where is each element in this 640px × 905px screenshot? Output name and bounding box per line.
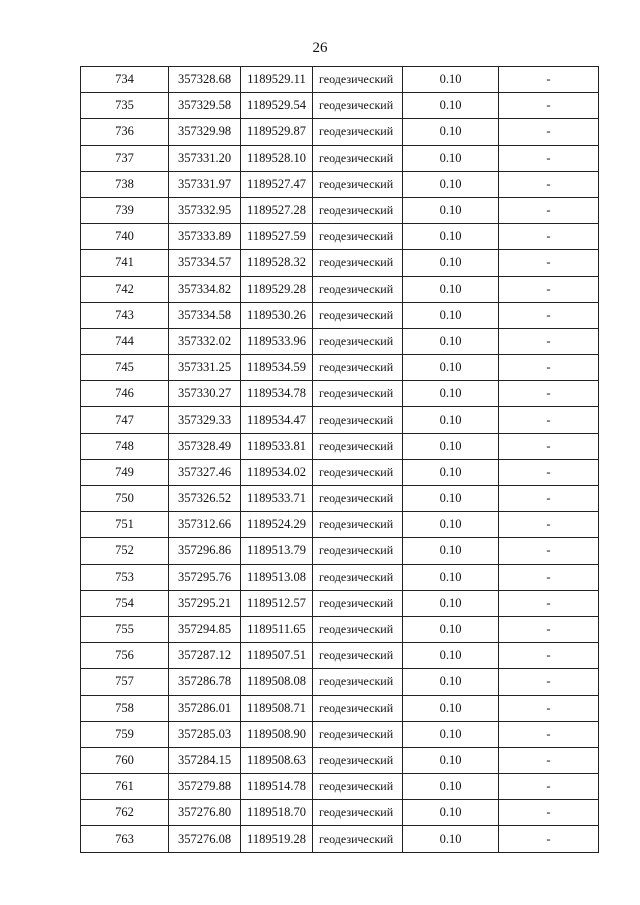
point-number-cell: 741: [81, 250, 169, 276]
point-number-cell: 739: [81, 197, 169, 223]
y-coordinate-cell: 1189508.71: [241, 695, 313, 721]
accuracy-cell: 0.10: [403, 826, 499, 852]
table-row: [81, 407, 599, 433]
method-cell: геодезический: [313, 407, 403, 433]
table-row: [81, 67, 599, 93]
method-cell: геодезический: [313, 643, 403, 669]
table-row: [81, 616, 599, 642]
x-coordinate-cell: 357328.68: [169, 67, 241, 93]
table-row: [81, 800, 599, 826]
x-coordinate-cell: 357284.15: [169, 747, 241, 773]
point-number-cell: 743: [81, 302, 169, 328]
y-coordinate-cell: 1189524.29: [241, 512, 313, 538]
table-row: [81, 695, 599, 721]
accuracy-cell: 0.10: [403, 538, 499, 564]
method-cell: геодезический: [313, 302, 403, 328]
table-row: [81, 328, 599, 354]
table-row: [81, 119, 599, 145]
accuracy-cell: 0.10: [403, 564, 499, 590]
point-number-cell: 751: [81, 512, 169, 538]
x-coordinate-cell: 357286.01: [169, 695, 241, 721]
y-coordinate-cell: 1189512.57: [241, 590, 313, 616]
accuracy-cell: 0.10: [403, 67, 499, 93]
accuracy-cell: 0.10: [403, 643, 499, 669]
x-coordinate-cell: 357328.49: [169, 433, 241, 459]
x-coordinate-cell: 357327.46: [169, 459, 241, 485]
table-row: [81, 250, 599, 276]
method-cell: геодезический: [313, 774, 403, 800]
y-coordinate-cell: 1189508.90: [241, 721, 313, 747]
x-coordinate-cell: 357331.20: [169, 145, 241, 171]
accuracy-cell: 0.10: [403, 800, 499, 826]
method-cell: геодезический: [313, 826, 403, 852]
note-cell: -: [499, 564, 599, 590]
note-cell: -: [499, 747, 599, 773]
accuracy-cell: 0.10: [403, 328, 499, 354]
y-coordinate-cell: 1189527.28: [241, 197, 313, 223]
point-number-cell: 759: [81, 721, 169, 747]
point-number-cell: 734: [81, 67, 169, 93]
y-coordinate-cell: 1189529.87: [241, 119, 313, 145]
method-cell: геодезический: [313, 800, 403, 826]
x-coordinate-cell: 357286.78: [169, 669, 241, 695]
method-cell: геодезический: [313, 250, 403, 276]
accuracy-cell: 0.10: [403, 197, 499, 223]
method-cell: геодезический: [313, 145, 403, 171]
table-row: [81, 564, 599, 590]
y-coordinate-cell: 1189527.59: [241, 224, 313, 250]
x-coordinate-cell: 357330.27: [169, 381, 241, 407]
point-number-cell: 753: [81, 564, 169, 590]
method-cell: геодезический: [313, 747, 403, 773]
note-cell: -: [499, 276, 599, 302]
point-number-cell: 748: [81, 433, 169, 459]
y-coordinate-cell: 1189527.47: [241, 171, 313, 197]
point-number-cell: 746: [81, 381, 169, 407]
note-cell: -: [499, 250, 599, 276]
y-coordinate-cell: 1189533.71: [241, 486, 313, 512]
x-coordinate-cell: 357287.12: [169, 643, 241, 669]
y-coordinate-cell: 1189528.32: [241, 250, 313, 276]
table-row: [81, 538, 599, 564]
x-coordinate-cell: 357331.25: [169, 355, 241, 381]
point-number-cell: 740: [81, 224, 169, 250]
method-cell: геодезический: [313, 564, 403, 590]
point-number-cell: 735: [81, 93, 169, 119]
x-coordinate-cell: 357295.21: [169, 590, 241, 616]
accuracy-cell: 0.10: [403, 459, 499, 485]
accuracy-cell: 0.10: [403, 302, 499, 328]
note-cell: -: [499, 459, 599, 485]
point-number-cell: 755: [81, 616, 169, 642]
point-number-cell: 744: [81, 328, 169, 354]
y-coordinate-cell: 1189529.28: [241, 276, 313, 302]
table-row: [81, 224, 599, 250]
point-number-cell: 736: [81, 119, 169, 145]
table-row: [81, 433, 599, 459]
note-cell: -: [499, 224, 599, 250]
y-coordinate-cell: 1189529.11: [241, 67, 313, 93]
method-cell: геодезический: [313, 459, 403, 485]
table-row: [81, 747, 599, 773]
method-cell: геодезический: [313, 381, 403, 407]
point-number-cell: 762: [81, 800, 169, 826]
point-number-cell: 742: [81, 276, 169, 302]
method-cell: геодезический: [313, 669, 403, 695]
accuracy-cell: 0.10: [403, 381, 499, 407]
method-cell: геодезический: [313, 486, 403, 512]
x-coordinate-cell: 357333.89: [169, 224, 241, 250]
y-coordinate-cell: 1189534.78: [241, 381, 313, 407]
accuracy-cell: 0.10: [403, 590, 499, 616]
y-coordinate-cell: 1189513.79: [241, 538, 313, 564]
note-cell: -: [499, 302, 599, 328]
y-coordinate-cell: 1189533.96: [241, 328, 313, 354]
note-cell: -: [499, 695, 599, 721]
coordinates-table: [80, 66, 599, 853]
method-cell: геодезический: [313, 538, 403, 564]
method-cell: геодезический: [313, 355, 403, 381]
note-cell: -: [499, 67, 599, 93]
table-row: [81, 774, 599, 800]
accuracy-cell: 0.10: [403, 747, 499, 773]
x-coordinate-cell: 357334.58: [169, 302, 241, 328]
table-row: [81, 355, 599, 381]
note-cell: -: [499, 355, 599, 381]
x-coordinate-cell: 357276.80: [169, 800, 241, 826]
note-cell: -: [499, 197, 599, 223]
x-coordinate-cell: 357329.58: [169, 93, 241, 119]
note-cell: -: [499, 145, 599, 171]
page-number: 26: [312, 40, 328, 56]
x-coordinate-cell: 357285.03: [169, 721, 241, 747]
accuracy-cell: 0.10: [403, 616, 499, 642]
note-cell: -: [499, 93, 599, 119]
x-coordinate-cell: 357296.86: [169, 538, 241, 564]
point-number-cell: 761: [81, 774, 169, 800]
note-cell: -: [499, 800, 599, 826]
x-coordinate-cell: 357332.02: [169, 328, 241, 354]
x-coordinate-cell: 357329.33: [169, 407, 241, 433]
method-cell: геодезический: [313, 197, 403, 223]
method-cell: геодезический: [313, 93, 403, 119]
y-coordinate-cell: 1189514.78: [241, 774, 313, 800]
accuracy-cell: 0.10: [403, 145, 499, 171]
note-cell: -: [499, 433, 599, 459]
method-cell: геодезический: [313, 433, 403, 459]
y-coordinate-cell: 1189528.10: [241, 145, 313, 171]
accuracy-cell: 0.10: [403, 433, 499, 459]
x-coordinate-cell: 357312.66: [169, 512, 241, 538]
point-number-cell: 760: [81, 747, 169, 773]
method-cell: геодезический: [313, 695, 403, 721]
table-row: [81, 197, 599, 223]
method-cell: геодезический: [313, 276, 403, 302]
point-number-cell: 750: [81, 486, 169, 512]
accuracy-cell: 0.10: [403, 355, 499, 381]
point-number-cell: 757: [81, 669, 169, 695]
y-coordinate-cell: 1189519.28: [241, 826, 313, 852]
point-number-cell: 758: [81, 695, 169, 721]
table-row: [81, 93, 599, 119]
table-row: [81, 590, 599, 616]
accuracy-cell: 0.10: [403, 119, 499, 145]
accuracy-cell: 0.10: [403, 695, 499, 721]
note-cell: -: [499, 171, 599, 197]
method-cell: геодезический: [313, 512, 403, 538]
table-row: [81, 302, 599, 328]
point-number-cell: 737: [81, 145, 169, 171]
y-coordinate-cell: 1189534.02: [241, 459, 313, 485]
y-coordinate-cell: 1189533.81: [241, 433, 313, 459]
x-coordinate-cell: 357334.57: [169, 250, 241, 276]
note-cell: -: [499, 774, 599, 800]
point-number-cell: 756: [81, 643, 169, 669]
method-cell: геодезический: [313, 590, 403, 616]
y-coordinate-cell: 1189511.65: [241, 616, 313, 642]
note-cell: -: [499, 721, 599, 747]
note-cell: -: [499, 826, 599, 852]
method-cell: геодезический: [313, 328, 403, 354]
method-cell: геодезический: [313, 224, 403, 250]
point-number-cell: 763: [81, 826, 169, 852]
method-cell: геодезический: [313, 171, 403, 197]
point-number-cell: 752: [81, 538, 169, 564]
note-cell: -: [499, 512, 599, 538]
y-coordinate-cell: 1189534.47: [241, 407, 313, 433]
accuracy-cell: 0.10: [403, 721, 499, 747]
x-coordinate-cell: 357332.95: [169, 197, 241, 223]
x-coordinate-cell: 357276.08: [169, 826, 241, 852]
point-number-cell: 745: [81, 355, 169, 381]
note-cell: -: [499, 328, 599, 354]
point-number-cell: 747: [81, 407, 169, 433]
table-row: [81, 721, 599, 747]
table-row: [81, 826, 599, 852]
x-coordinate-cell: 357326.52: [169, 486, 241, 512]
accuracy-cell: 0.10: [403, 774, 499, 800]
y-coordinate-cell: 1189530.26: [241, 302, 313, 328]
note-cell: -: [499, 590, 599, 616]
y-coordinate-cell: 1189507.51: [241, 643, 313, 669]
method-cell: геодезический: [313, 119, 403, 145]
method-cell: геодезический: [313, 721, 403, 747]
x-coordinate-cell: 357294.85: [169, 616, 241, 642]
method-cell: геодезический: [313, 616, 403, 642]
table-row: [81, 145, 599, 171]
note-cell: -: [499, 643, 599, 669]
note-cell: -: [499, 616, 599, 642]
table-row: [81, 381, 599, 407]
accuracy-cell: 0.10: [403, 250, 499, 276]
accuracy-cell: 0.10: [403, 224, 499, 250]
y-coordinate-cell: 1189508.63: [241, 747, 313, 773]
y-coordinate-cell: 1189513.08: [241, 564, 313, 590]
accuracy-cell: 0.10: [403, 171, 499, 197]
y-coordinate-cell: 1189518.70: [241, 800, 313, 826]
table-body: [81, 67, 599, 853]
x-coordinate-cell: 357295.76: [169, 564, 241, 590]
table-row: [81, 171, 599, 197]
note-cell: -: [499, 407, 599, 433]
note-cell: -: [499, 486, 599, 512]
x-coordinate-cell: 357331.97: [169, 171, 241, 197]
accuracy-cell: 0.10: [403, 407, 499, 433]
table-row: [81, 643, 599, 669]
note-cell: -: [499, 381, 599, 407]
table-row: [81, 459, 599, 485]
note-cell: -: [499, 669, 599, 695]
accuracy-cell: 0.10: [403, 669, 499, 695]
y-coordinate-cell: 1189508.08: [241, 669, 313, 695]
y-coordinate-cell: 1189534.59: [241, 355, 313, 381]
table-row: [81, 276, 599, 302]
point-number-cell: 738: [81, 171, 169, 197]
accuracy-cell: 0.10: [403, 93, 499, 119]
note-cell: -: [499, 119, 599, 145]
x-coordinate-cell: 357329.98: [169, 119, 241, 145]
accuracy-cell: 0.10: [403, 512, 499, 538]
point-number-cell: 754: [81, 590, 169, 616]
x-coordinate-cell: 357334.82: [169, 276, 241, 302]
method-cell: геодезический: [313, 67, 403, 93]
note-cell: -: [499, 538, 599, 564]
accuracy-cell: 0.10: [403, 276, 499, 302]
table-row: [81, 512, 599, 538]
accuracy-cell: 0.10: [403, 486, 499, 512]
table-row: [81, 669, 599, 695]
table-row: [81, 486, 599, 512]
x-coordinate-cell: 357279.88: [169, 774, 241, 800]
y-coordinate-cell: 1189529.54: [241, 93, 313, 119]
point-number-cell: 749: [81, 459, 169, 485]
